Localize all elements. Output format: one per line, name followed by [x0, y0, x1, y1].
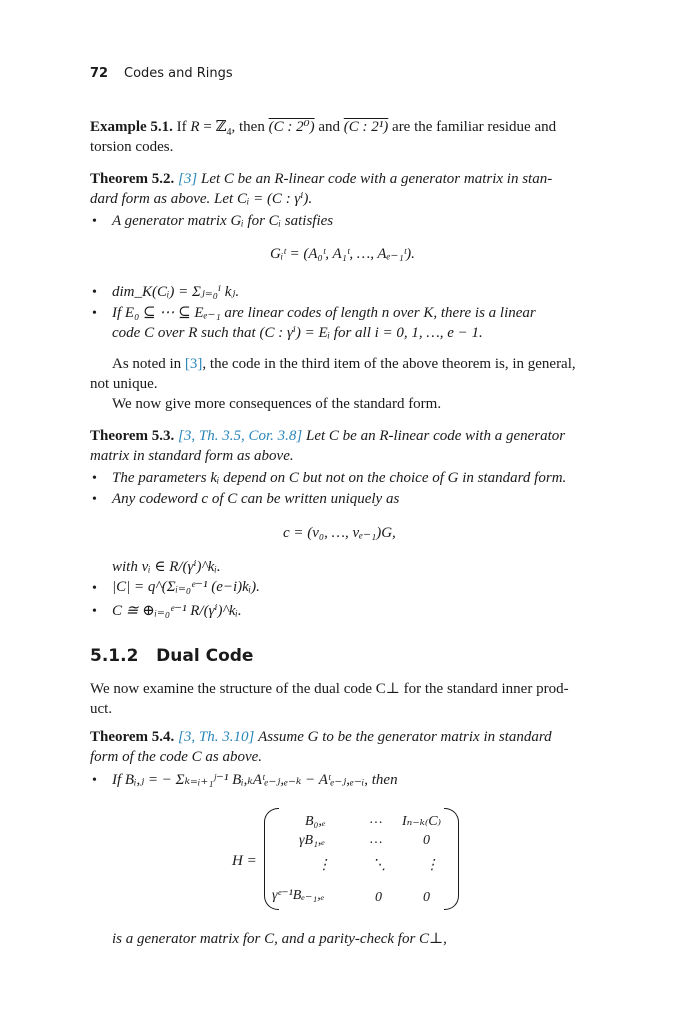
matrix-label: H = — [232, 853, 257, 869]
page-number: 72 — [90, 66, 109, 81]
matrix-cell: Iₙ₋ₖ₍C₎ — [402, 814, 442, 829]
bullet-icon: • — [92, 214, 97, 229]
theorem-5-3-line-1: Theorem 5.3. [3, Th. 3.5, Cor. 3.8] Let C be an R-linear code with a generator — [90, 428, 566, 444]
theorem-5-3-item-4: C ≅ ⊕ᵢ₌₀ᵉ⁻¹ R/(γⁱ)^kᵢ. — [112, 603, 242, 619]
matrix-cell: γB₁,ₑ — [299, 833, 326, 848]
theorem-5-4-line-1: Theorem 5.4. [3, Th. 3.10] Assume G to be the generator matrix in standard — [90, 729, 552, 745]
bullet-icon: • — [92, 285, 97, 300]
section-heading: 5.1.2 Dual Code — [90, 646, 254, 666]
bullet-icon: • — [92, 306, 97, 321]
running-title: Codes and Rings — [124, 66, 233, 81]
citation-link[interactable]: [3] — [184, 356, 203, 372]
example-5-1-line-2: torsion codes. — [90, 139, 174, 155]
theorem-5-4-item-1: If Bᵢ,ⱼ = − Σₖ₌ᵢ₊₁ʲ⁻¹ Bᵢ,ₖAᵗₑ₋ⱼ,ₑ₋ₖ − Aᵗₑ₋ⱼ,ₑ₋ᵢ, then — [112, 772, 398, 788]
torsion-code: (C : 2¹) — [343, 119, 389, 135]
matrix-cell: … — [370, 832, 383, 847]
matrix-cell: 0 — [423, 833, 430, 848]
section-text-line-1: We now examine the structure of the dual code C⊥ for the standard inner prod- — [90, 681, 569, 697]
section-text-line-2: uct. — [90, 701, 113, 717]
bullet-icon: • — [92, 773, 97, 788]
matrix-cell: B₀,ₑ — [305, 814, 326, 829]
bullet-icon: • — [92, 604, 97, 619]
theorem-5-3-item-3: |C| = q^(Σᵢ₌₀ᵉ⁻¹ (e−i)kᵢ). — [112, 579, 260, 595]
theorem-5-3-item-1: The parameters kᵢ depend on C but not on the choice of G in standard form. — [112, 470, 567, 486]
theorem-5-3-item-2: Any codeword c of C can be written uniquely as — [112, 491, 400, 507]
theorem-5-3-with: with vᵢ ∈ R/(γⁱ)^kᵢ. — [112, 559, 221, 575]
example-5-1-line-1: Example 5.1. If R = ℤ$_4$, then (C : 2⁰) and (C : 2¹) are the familiar residue and — [90, 119, 557, 138]
matrix-cell: ⋮ — [425, 858, 439, 873]
bullet-icon: • — [92, 471, 97, 486]
bullet-icon: • — [92, 492, 97, 507]
citation-link[interactable]: [3, Th. 3.10] — [178, 729, 255, 745]
example-label: Example 5.1. — [90, 119, 173, 135]
citation-link[interactable]: [3] — [178, 171, 198, 187]
matrix-cell: γᵉ⁻¹Bₑ₋₁,ₑ — [272, 888, 325, 903]
equation-generator: Gᵢᵗ = (A₀ᵗ, A₁ᵗ, …, Aₑ₋₁ᵗ). — [270, 246, 415, 262]
theorem-5-2-item-3-line-1: If E₀ ⊆ ⋯ ⊆ Eₑ₋₁ are linear codes of length n over K, there is a linear — [112, 305, 536, 321]
matrix-cell: 0 — [375, 890, 382, 905]
equation-codeword: c = (v₀, …, vₑ₋₁)G, — [283, 525, 396, 541]
citation-link[interactable]: [3, Th. 3.5, Cor. 3.8] — [178, 428, 303, 444]
theorem-5-2-line-2: dard form as above. Let Cᵢ = (C : γⁱ). — [90, 191, 313, 207]
theorem-5-2-line-1: Theorem 5.2. [3] Let C be an R-linear code with a generator matrix in stan- — [90, 171, 553, 187]
theorem-5-4-label: Theorem 5.4. — [90, 729, 175, 745]
theorem-5-3-label: Theorem 5.3. — [90, 428, 175, 444]
theorem-5-2-item-2: dim_K(Cᵢ) = Σⱼ₌₀ⁱ kⱼ. — [112, 284, 240, 300]
remark-line-1: As noted in [3], the code in the third item of the above theorem is, in general, — [112, 356, 576, 372]
matrix-cell: 0 — [423, 890, 430, 905]
theorem-5-2-item-3-line-2: code C over R such that (C : γⁱ) = Eᵢ for all i = 0, 1, …, e − 1. — [112, 325, 483, 341]
theorem-5-2-label: Theorem 5.2. — [90, 171, 175, 187]
residue-code: (C : 2⁰) — [268, 119, 315, 135]
remark-line-3: We now give more consequences of the standard form. — [112, 396, 442, 412]
theorem-5-2-item-1: A generator matrix Gᵢ for Cᵢ satisfies — [112, 213, 334, 229]
bullet-icon: • — [92, 581, 97, 596]
remark-line-2: not unique. — [90, 376, 158, 392]
right-paren — [444, 808, 459, 910]
matrix-cell: ⋱ — [372, 858, 386, 873]
theorem-5-4-line-2: form of the code C as above. — [90, 749, 263, 765]
theorem-5-4-tail: is a generator matrix for C, and a parity-check for C⊥, — [112, 931, 447, 947]
matrix-cell: ⋮ — [317, 858, 331, 873]
matrix-cell: … — [370, 812, 383, 827]
theorem-5-3-line-2: matrix in standard form as above. — [90, 448, 294, 464]
